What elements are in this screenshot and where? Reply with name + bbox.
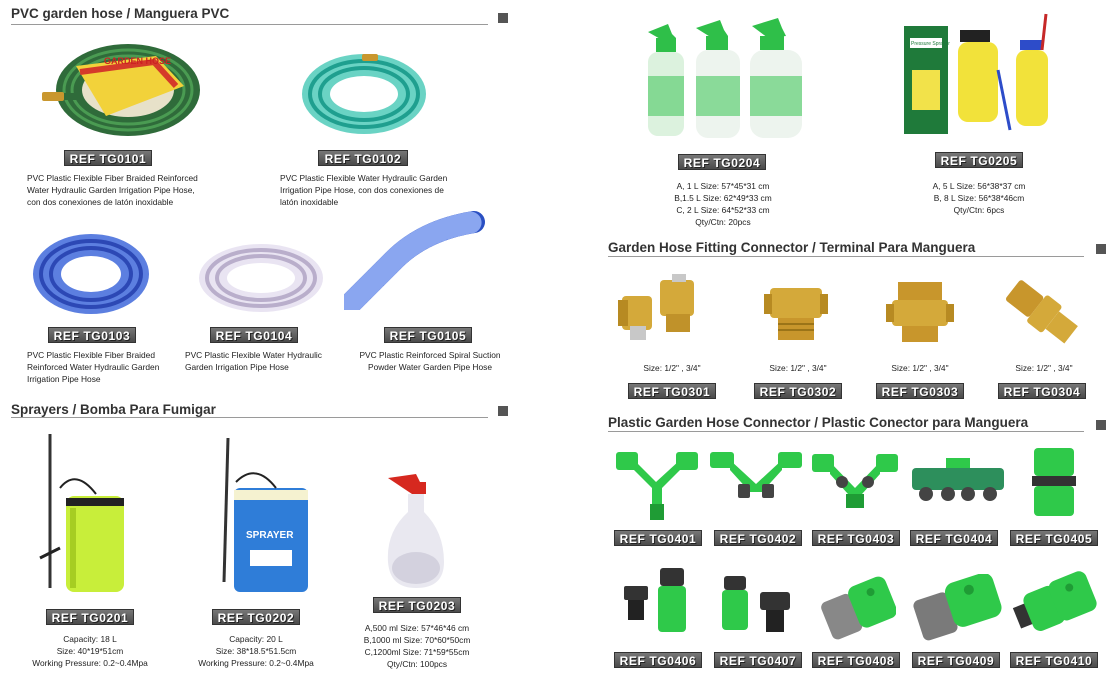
product-image-tg0103 <box>30 224 152 320</box>
ref-label-tg0403: REF TG0403 <box>812 530 900 546</box>
ref-label-tg0404: REF TG0404 <box>910 530 998 546</box>
section-divider <box>11 417 488 418</box>
ref-label-tg0104: REF TG0104 <box>210 327 298 343</box>
section-marker <box>1096 244 1106 254</box>
ref-label-tg0205: REF TG0205 <box>935 152 1023 168</box>
product-desc-tg0105: PVC Plastic Reinforced Spiral Suction Powder Water Garden Pipe Hose <box>359 350 501 372</box>
section-title-fitting: Garden Hose Fitting Connector / Terminal Para Manguera <box>608 240 976 255</box>
product-image-tg0102 <box>298 40 430 140</box>
ref-label-tg0105: REF TG0105 <box>384 327 472 343</box>
product-image-tg0202 <box>206 432 314 600</box>
product-image-tg0302 <box>760 280 832 346</box>
ref-label-tg0407: REF TG0407 <box>714 652 802 668</box>
svg-text:Pressure Sprayer: Pressure Sprayer <box>911 41 950 47</box>
ref-label-tg0301: REF TG0301 <box>628 383 716 399</box>
ref-label-tg0203: REF TG0203 <box>373 597 461 613</box>
ref-label-tg0401: REF TG0401 <box>614 530 702 546</box>
product-size-tg0304: Size: 1/2" , 3/4" <box>1015 363 1073 373</box>
ref-label-tg0304: REF TG0304 <box>998 383 1086 399</box>
product-desc-tg0205: A, 5 L Size: 56*38*37 cm B, 8 L Size: 56*38*46cm Qty/Ctn: 6pcs <box>932 181 1026 215</box>
ref-label-tg0409: REF TG0409 <box>912 652 1000 668</box>
ref-label-tg0204: REF TG0204 <box>678 154 766 170</box>
product-image-tg0303 <box>884 276 956 348</box>
ref-label-tg0303: REF TG0303 <box>876 383 964 399</box>
ref-label-tg0408: REF TG0408 <box>812 652 900 668</box>
product-image-tg0105 <box>344 210 490 310</box>
product-image-tg0101 <box>36 36 204 144</box>
svg-text:SPRAYER: SPRAYER <box>246 530 294 541</box>
product-image-tg0406 <box>620 566 692 642</box>
product-desc-tg0204: A, 1 L Size: 57*45*31 cm B,1.5 L Size: 62*49*33 cm C, 2 L Size: 64*52*33 cm Qty/Ctn: 20pcs <box>674 181 772 227</box>
product-image-tg0104 <box>196 236 326 316</box>
product-image-tg0204 <box>642 16 808 140</box>
product-desc-tg0102: PVC Plastic Flexible Water Hydraulic Garden Irrigation Pipe Hose, con dos conexiones de latón inoxidable <box>280 173 448 207</box>
section-divider <box>11 24 488 25</box>
ref-label-tg0201: REF TG0201 <box>46 609 134 625</box>
product-desc-tg0104: PVC Plastic Flexible Water Hydraulic Garden Irrigation Pipe Hose <box>185 350 322 372</box>
product-image-tg0405 <box>1028 446 1080 520</box>
section-title-pvc-hose: PVC garden hose / Manguera PVC <box>11 6 230 21</box>
ref-label-tg0406: REF TG0406 <box>614 652 702 668</box>
product-desc-tg0202: Capacity: 20 L Size: 38*18.5*51.5cm Working Pressure: 0.2~0.4Mpa <box>198 634 314 668</box>
product-desc-tg0201: Capacity: 18 L Size: 40*19*51cm Working Pressure: 0.2~0.4Mpa <box>32 634 148 668</box>
section-marker <box>1096 420 1106 430</box>
product-image-tg0304 <box>996 270 1086 350</box>
product-image-tg0301 <box>612 270 702 348</box>
section-divider <box>608 256 1084 257</box>
section-marker <box>498 406 508 416</box>
ref-label-tg0101: REF TG0101 <box>64 150 152 166</box>
section-marker <box>498 13 508 23</box>
ref-label-tg0302: REF TG0302 <box>754 383 842 399</box>
product-desc-tg0203: A,500 ml Size: 57*46*46 cm B,1000 ml Size: 70*60*50cm C,1200ml Size: 71*59*55cm Qty/Ctn: 100pcs <box>363 623 471 669</box>
product-size-tg0303: Size: 1/2" , 3/4" <box>891 363 949 373</box>
ref-label-tg0402: REF TG0402 <box>714 530 802 546</box>
ref-label-tg0103: REF TG0103 <box>48 327 136 343</box>
product-desc-tg0101: PVC Plastic Flexible Fiber Braided Reinforced Water Hydraulic Garden Irrigation Pipe Hose, con dos conexiones de latón inoxidable <box>27 173 198 207</box>
product-image-tg0203 <box>382 472 452 590</box>
product-image-tg0205 <box>902 10 1060 136</box>
product-size-tg0301: Size: 1/2" , 3/4" <box>643 363 701 373</box>
product-image-tg0410 <box>1012 564 1098 642</box>
product-image-tg0402 <box>710 448 802 504</box>
section-divider <box>608 431 1084 432</box>
product-image-tg0403 <box>812 448 898 512</box>
product-image-tg0408 <box>820 576 896 642</box>
svg-text:GARDEN HOSE: GARDEN HOSE <box>104 56 172 66</box>
section-title-sprayers: Sprayers / Bomba Para Fumigar <box>11 402 216 417</box>
ref-label-tg0202: REF TG0202 <box>212 609 300 625</box>
product-image-tg0401 <box>616 446 698 522</box>
product-size-tg0302: Size: 1/2" , 3/4" <box>769 363 827 373</box>
product-image-tg0201 <box>36 428 132 600</box>
ref-label-tg0102: REF TG0102 <box>318 150 408 166</box>
ref-label-tg0410: REF TG0410 <box>1010 652 1098 668</box>
product-image-tg0404 <box>908 458 1008 504</box>
product-image-tg0409 <box>912 574 1004 642</box>
ref-label-tg0405: REF TG0405 <box>1010 530 1098 546</box>
section-title-plastic: Plastic Garden Hose Connector / Plastic Conector para Manguera <box>608 415 1029 430</box>
product-image-tg0407 <box>718 574 794 636</box>
product-desc-tg0103: PVC Plastic Flexible Fiber Braided Reinforced Water Hydraulic Garden Irrigation Pipe Hose <box>27 350 160 384</box>
